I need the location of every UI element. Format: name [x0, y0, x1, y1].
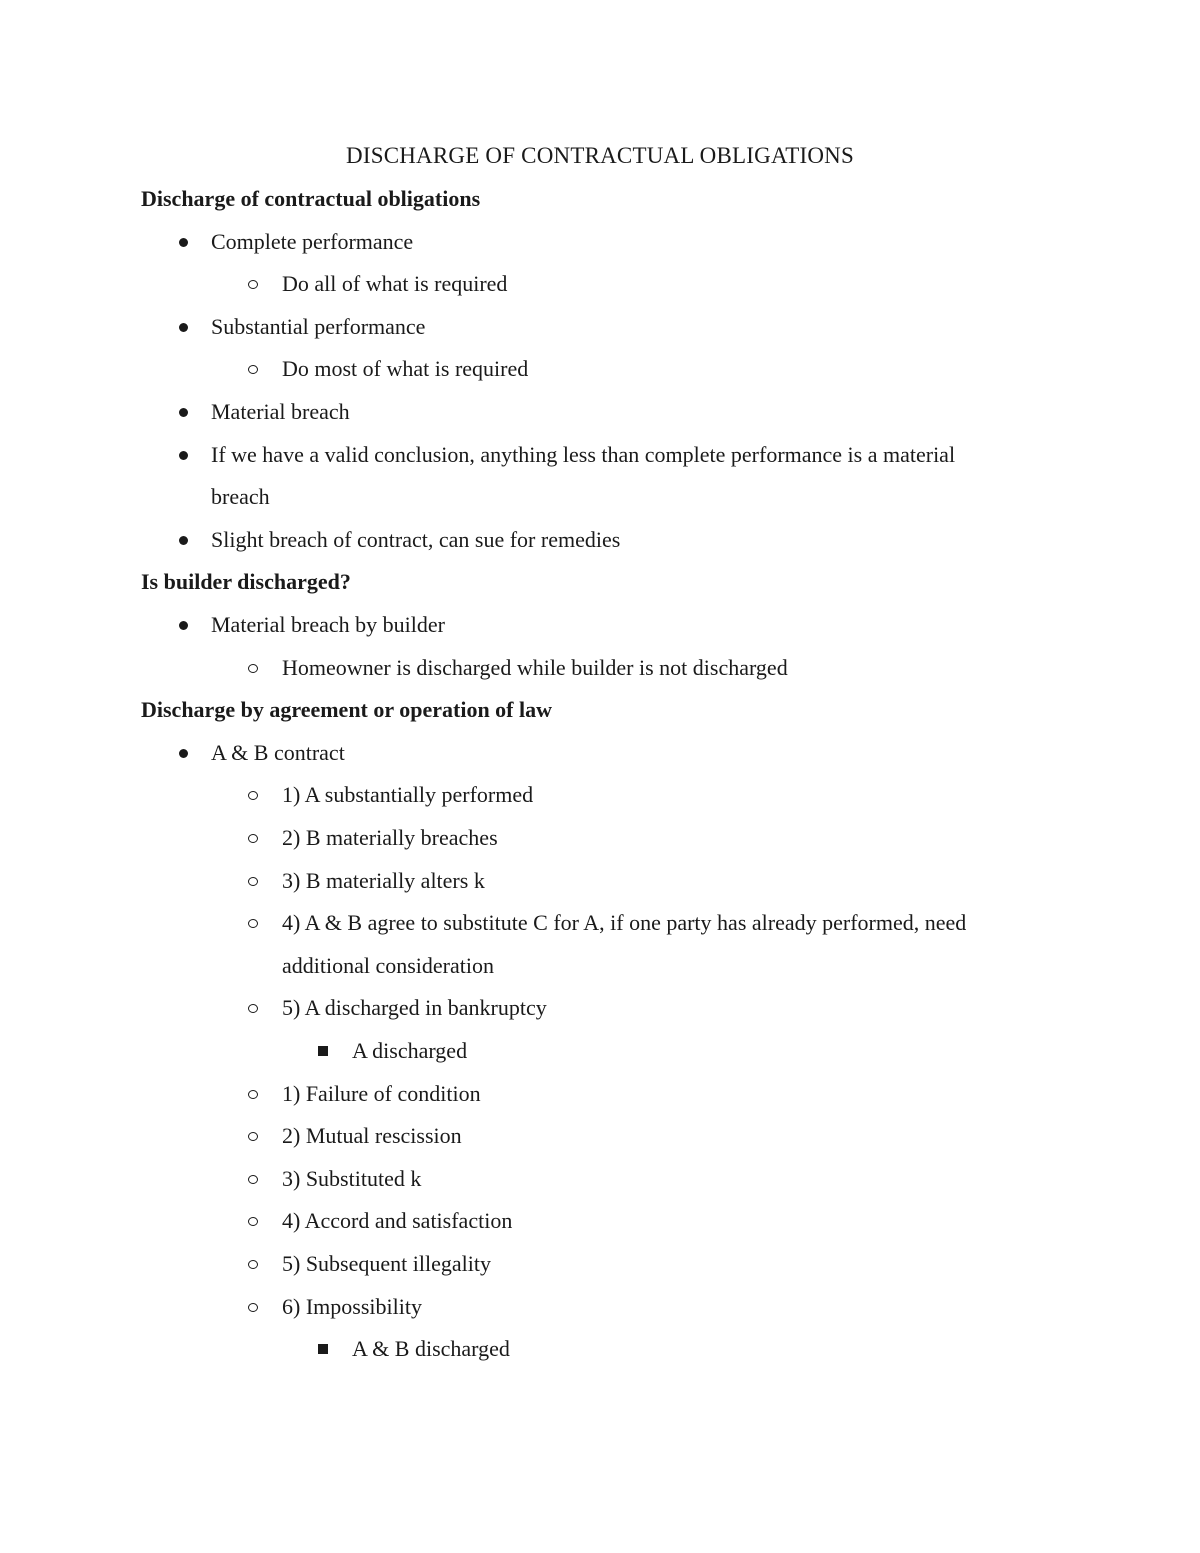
- list-item: 3) B materially alters k: [282, 867, 485, 893]
- list-item: 1) A substantially performed: [282, 782, 534, 808]
- hollow-bullet-icon: [248, 365, 258, 374]
- list-item: Do most of what is required: [282, 356, 529, 382]
- hollow-bullet-icon: [248, 1090, 258, 1099]
- list-item: Slight breach of contract, can sue for remedies: [211, 526, 621, 552]
- hollow-bullet-icon: [248, 280, 258, 289]
- list-item: Homeowner is discharged while builder is not discharged: [282, 654, 788, 680]
- list-item: 2) Mutual rescission: [282, 1123, 462, 1149]
- square-bullet-icon: [318, 1344, 328, 1354]
- square-bullet-icon: [318, 1046, 328, 1056]
- hollow-bullet-icon: [248, 1260, 258, 1269]
- bullet-icon: [179, 536, 188, 545]
- list-item: A & B contract: [211, 739, 345, 765]
- bullet-icon: [179, 621, 188, 630]
- hollow-bullet-icon: [248, 791, 258, 800]
- list-item-continuation: breach: [211, 484, 270, 510]
- list-item: 3) Substituted k: [282, 1165, 422, 1191]
- hollow-bullet-icon: [248, 1004, 258, 1013]
- list-item: 4) A & B agree to substitute C for A, if one party has already performed, need: [282, 910, 967, 936]
- bullet-icon: [179, 451, 188, 460]
- hollow-bullet-icon: [248, 664, 258, 673]
- list-item: 1) Failure of condition: [282, 1080, 481, 1106]
- list-item: If we have a valid conclusion, anything less than complete performance is a material: [211, 441, 956, 467]
- list-item: Material breach by builder: [211, 612, 445, 637]
- hollow-bullet-icon: [248, 1217, 258, 1226]
- list-item: Substantial performance: [211, 313, 426, 339]
- hollow-bullet-icon: [248, 1175, 258, 1184]
- bullet-icon: [179, 323, 188, 332]
- list-item: A discharged: [352, 1038, 468, 1063]
- bullet-icon: [179, 749, 188, 758]
- list-item: 4) Accord and satisfaction: [282, 1208, 513, 1234]
- list-item-continuation: additional consideration: [282, 952, 494, 978]
- section-heading: Discharge by agreement or operation of law: [141, 697, 553, 723]
- hollow-bullet-icon: [248, 1132, 258, 1141]
- hollow-bullet-icon: [248, 877, 258, 886]
- list-item: A & B discharged: [352, 1336, 510, 1362]
- list-item: Do all of what is required: [282, 271, 508, 297]
- list-item: 6) Impossibility: [282, 1293, 422, 1319]
- list-item: 5) Subsequent illegality: [282, 1251, 491, 1276]
- bullet-icon: [179, 238, 188, 247]
- bullet-icon: [179, 408, 188, 417]
- list-item: Complete performance: [211, 228, 414, 254]
- list-item: Material breach: [211, 399, 350, 424]
- hollow-bullet-icon: [248, 919, 258, 928]
- hollow-bullet-icon: [248, 834, 258, 843]
- list-item: 2) B materially breaches: [282, 825, 498, 850]
- document-title: DISCHARGE OF CONTRACTUAL OBLIGATIONS: [346, 143, 854, 168]
- list-item: 5) A discharged in bankruptcy: [282, 995, 547, 1021]
- section-heading: Is builder discharged?: [141, 569, 351, 595]
- section-heading: Discharge of contractual obligations: [141, 186, 481, 211]
- hollow-bullet-icon: [248, 1303, 258, 1312]
